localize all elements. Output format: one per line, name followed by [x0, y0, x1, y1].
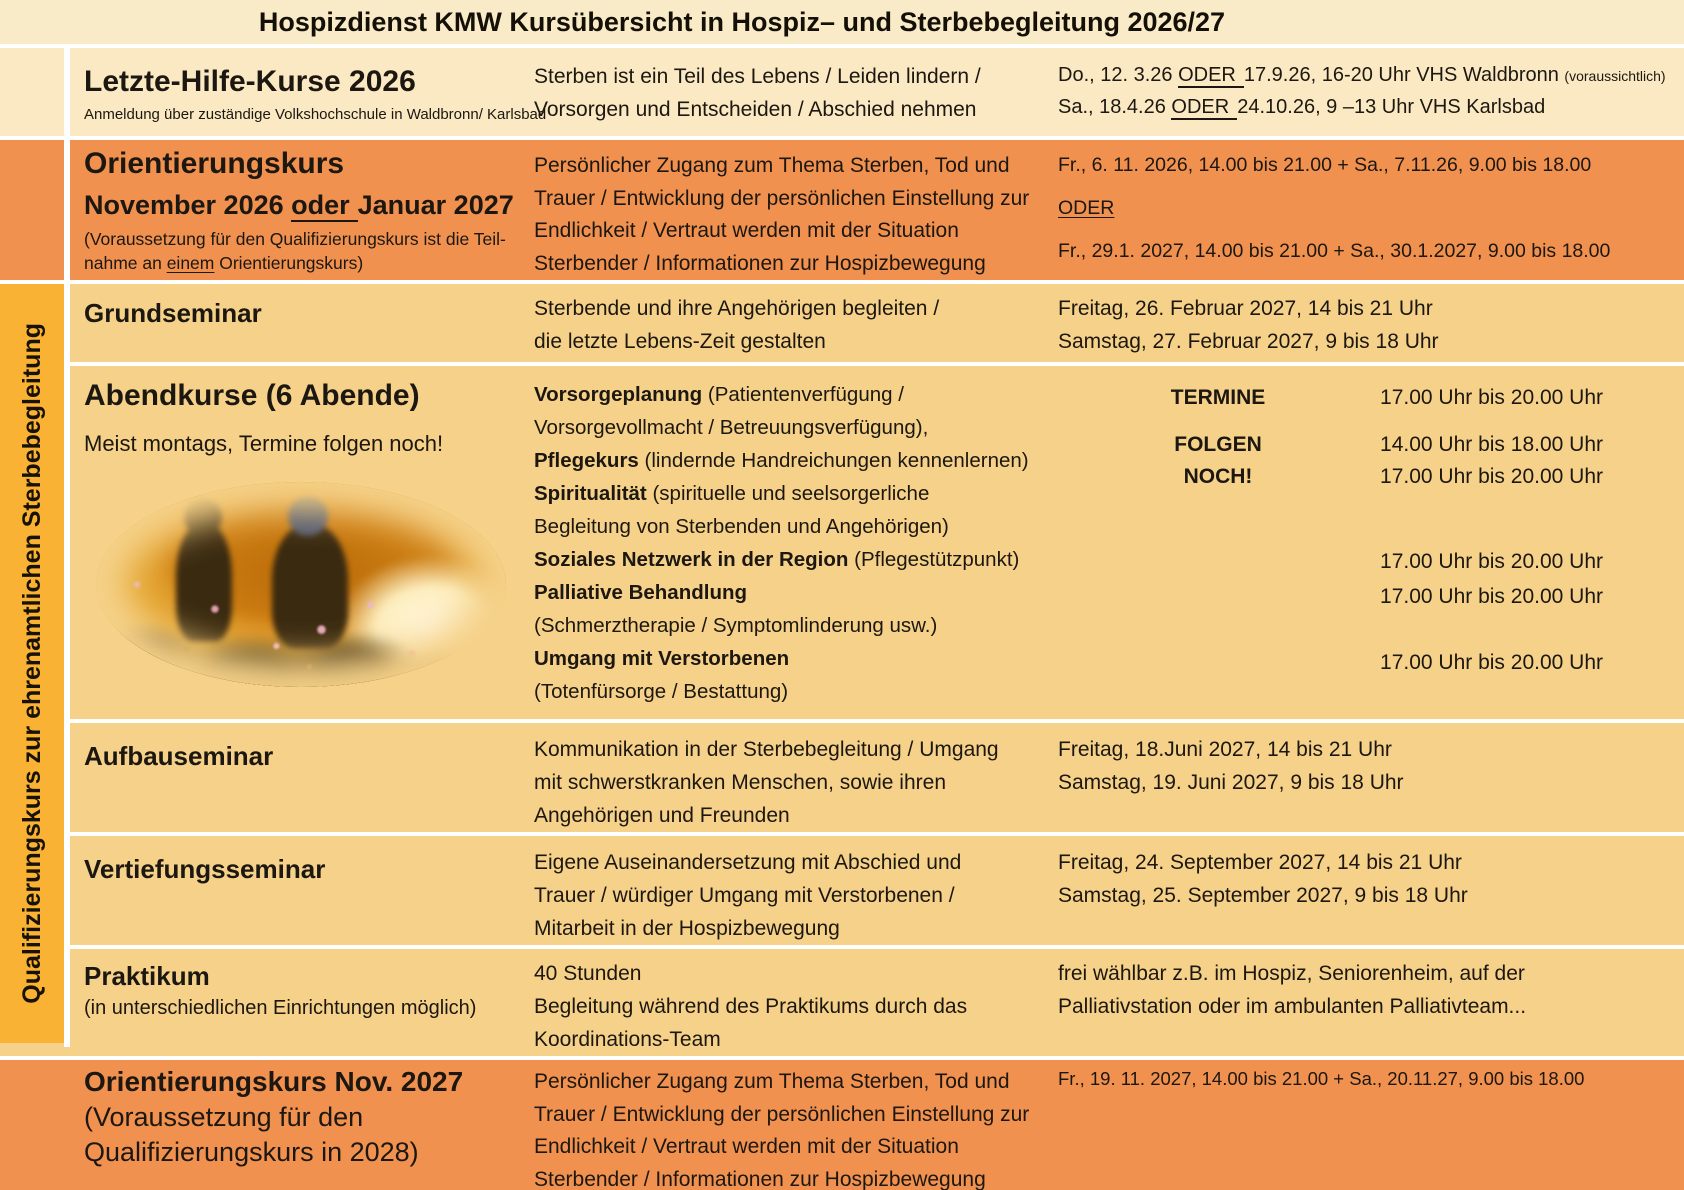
einem-underlined: einem: [166, 253, 215, 273]
abendkurs-line: Soziales Netzwerk in der Region (Pflegestützpunkt): [534, 548, 1020, 571]
termine-label: FOLGEN: [1174, 433, 1262, 456]
orientierungskurs-heading: Orientierungskurs: [84, 147, 345, 180]
grundseminar-date-line: Samstag, 27. Februar 2027, 9 bis 18 Uhr: [1058, 330, 1439, 353]
voraussichtlich-note: (voraussichtlich): [1564, 68, 1666, 84]
gutter: [0, 1060, 70, 1190]
vertiefungsseminar-date-line: Freitag, 24. September 2027, 14 bis 21 Uhr: [1058, 851, 1462, 874]
praktikum-desc-line: Koordinations-Team: [534, 1028, 721, 1051]
oder-underlined: oder: [291, 190, 358, 222]
vertiefungsseminar-desc-line: Trauer / würdiger Umgang mit Verstorbenen /: [534, 884, 955, 907]
row-orientierungskurs-2027: [0, 1060, 1684, 1190]
vertiefungsseminar-heading: Vertiefungsseminar: [84, 854, 326, 884]
grundseminar-heading: Grundseminar: [84, 298, 262, 328]
abendkurs-time-entry: FOLGEN 14.00 Uhr bis 18.00 Uhr: [1048, 432, 1603, 458]
praktikum-note: (in unterschiedlichen Einrichtungen möglich): [84, 997, 477, 1019]
abendkurs-line: Palliative Behandlung: [534, 581, 748, 604]
abendkurs-time-entry: 17.00 Uhr bis 20.00 Uhr: [1380, 651, 1603, 674]
letzte-hilfe-note: Anmeldung über zuständige Volkshochschule in Waldbronn/ Karlsbad: [84, 106, 547, 123]
row-aufbauseminar: [0, 723, 1684, 832]
letzte-hilfe-desc-line: Sterben ist ein Teil des Lebens / Leiden lindern /: [534, 65, 981, 88]
abendkurse-note: Meist montags, Termine folgen noch!: [84, 431, 444, 456]
title-bar: [0, 0, 1684, 44]
abendkurse-heading: Abendkurse (6 Abende): [84, 379, 420, 412]
sidebar-label: Qualifizierungskurs zur ehrenamtlichen Sterbebegleitung: [17, 323, 46, 1004]
row-orientierungskurs: [0, 140, 1684, 280]
abendkurs-line: Pflegekurs (lindernde Handreichungen kennenlernen): [534, 449, 1029, 472]
praktikum-desc-line: 40 Stunden: [534, 962, 642, 985]
gutter: [0, 48, 70, 136]
abendkurs-line: (Schmerztherapie / Symptomlinderung usw.): [534, 614, 938, 637]
abendkurs-line: Vorsorgeplanung (Patientenverfügung /: [534, 383, 904, 406]
oder-underlined: ODER: [1171, 96, 1237, 120]
orientierungskurs-2027-date: Fr., 19. 11. 2027, 14.00 bis 21.00 + Sa., 20.11.27, 9.00 bis 18.00: [1058, 1068, 1585, 1089]
orientierungskurs-2027-subline: Qualifizierungskurs in 2028): [84, 1137, 419, 1167]
abendkurs-time-entry: 17.00 Uhr bis 20.00 Uhr: [1380, 550, 1603, 573]
praktikum-heading: Praktikum: [84, 961, 210, 991]
aufbauseminar-date-line: Freitag, 18.Juni 2027, 14 bis 21 Uhr: [1058, 738, 1392, 761]
row-grundseminar: [0, 284, 1684, 362]
termine-label: NOCH!: [1183, 465, 1253, 488]
photo-flowers: [96, 482, 506, 687]
aufbauseminar-heading: Aufbauseminar: [84, 741, 274, 771]
abendkurs-time-entry: NOCH! 17.00 Uhr bis 20.00 Uhr: [1048, 464, 1603, 490]
row-praktikum: [0, 949, 1684, 1056]
abendkurs-line: Umgang mit Verstorbenen: [534, 647, 790, 670]
orientierungskurs-2027-desc-line: Persönlicher Zugang zum Thema Sterben, Tod und: [534, 1070, 1010, 1093]
orientierungskurs-desc-line: Sterbender / Informationen zur Hospizbewegung: [534, 251, 986, 275]
row-vertiefungsseminar: [0, 836, 1684, 945]
abendkurs-line: Spiritualität (spirituelle und seelsorgerliche: [534, 482, 930, 505]
orientierungskurs-2027-heading: Orientierungskurs Nov. 2027: [84, 1066, 464, 1097]
vertiefungsseminar-date-line: Samstag, 25. September 2027, 9 bis 18 Uhr: [1058, 884, 1468, 907]
page-title: Hospizdienst KMW Kursübersicht in Hospiz– und Sterbebegleitung 2026/27: [258, 6, 1226, 37]
orientierungskurs-2027-subline: (Voraussetzung für den: [84, 1102, 364, 1132]
abendkurs-line: Begleitung von Sterbenden und Angehörigen): [534, 515, 949, 538]
orientierungskurs-2027-desc-line: Endlichkeit / Vertraut werden mit der Situation: [534, 1135, 959, 1158]
vertiefungsseminar-desc-line: Mitarbeit in der Hospizbewegung: [534, 917, 840, 940]
grundseminar-desc-line: die letzte Lebens-Zeit gestalten: [534, 330, 826, 353]
orientierungskurs-desc-line: Endlichkeit / Vertraut werden mit der Situation: [534, 219, 959, 242]
orientierungskurs-date2: Fr., 29.1. 2027, 14.00 bis 21.00 + Sa., 30.1.2027, 9.00 bis 18.00: [1058, 240, 1611, 262]
letzte-hilfe-desc-line: Vorsorgen und Entscheiden / Abschied nehmen: [534, 98, 977, 121]
letzte-hilfe-date-line: Sa., 18.4.26 ODER 24.10.26, 9 –13 Uhr VHS Karlsbad: [1058, 96, 1546, 118]
orientierungskurs-date1: Fr., 6. 11. 2026, 14.00 bis 21.00 + Sa., 7.11.26, 9.00 bis 18.00: [1058, 154, 1592, 176]
abendkurs-line: Vorsorgevollmacht / Betreuungsverfügung),: [534, 416, 929, 439]
aufbauseminar-desc-line: Kommunikation in der Sterbebegleitung / Umgang: [534, 738, 999, 761]
abendkurs-time-entry: 17.00 Uhr bis 20.00 Uhr: [1380, 585, 1603, 608]
letzte-hilfe-heading: Letzte-Hilfe-Kurse 2026: [84, 65, 416, 98]
grundseminar-date-line: Freitag, 26. Februar 2027, 14 bis 21 Uhr: [1058, 297, 1433, 320]
termine-label: TERMINE: [1170, 386, 1266, 409]
letzte-hilfe-date-line: Do., 12. 3.26 ODER 17.9.26, 16-20 Uhr VHS Waldbronn (voraussichtlich): [1058, 64, 1666, 86]
praktikum-desc-line: Begleitung während des Praktikums durch das: [534, 995, 968, 1018]
orientierungskurs-subheading: November 2026 oder Januar 2027: [84, 190, 514, 220]
gutter: [0, 140, 70, 280]
grundseminar-desc-line: Sterbende und ihre Angehörigen begleiten /: [534, 297, 940, 320]
photo-person-silhouette: [272, 524, 348, 649]
abendkurs-line: (Totenfürsorge / Bestattung): [534, 680, 789, 703]
aufbauseminar-desc-line: Angehörigen und Freunden: [534, 804, 790, 827]
orientierungskurs-note: (Voraussetzung für den Qualifizierungskurs ist die Teil- nahme an einem Orientierungskurs): [84, 229, 506, 273]
orientierungskurs-desc-line: Persönlicher Zugang zum Thema Sterben, Tod und: [534, 154, 1010, 177]
qualifizierungskurs-sidebar: [0, 284, 64, 1043]
oder-underlined: ODER: [1178, 64, 1244, 88]
oder-underlined: ODER: [1058, 197, 1115, 219]
aufbauseminar-date-line: Samstag, 19. Juni 2027, 9 bis 18 Uhr: [1058, 771, 1404, 794]
vertical-divider: [64, 48, 70, 1047]
praktikum-date-line: frei wählbar z.B. im Hospiz, Seniorenheim, auf der: [1058, 962, 1525, 985]
vertiefungsseminar-desc-line: Eigene Auseinandersetzung mit Abschied und: [534, 851, 962, 874]
orientierungskurs-2027-desc-line: Sterbender / Informationen zur Hospizbewegung: [534, 1167, 986, 1190]
orientierungskurs-desc-line: Trauer / Entwicklung der persönlichen Einstellung zur: [534, 186, 1030, 210]
orientierungskurs-2027-desc-line: Trauer / Entwicklung der persönlichen Einstellung zur: [534, 1102, 1030, 1126]
row-abendkurse: [0, 366, 1684, 719]
photo-person-silhouette: [176, 522, 232, 642]
abendkurs-time-entry: TERMINE 17.00 Uhr bis 20.00 Uhr: [1048, 385, 1603, 411]
sunset-meadow-photo: [96, 482, 506, 687]
praktikum-date-line: Palliativstation oder im ambulanten Palliativteam...: [1058, 995, 1527, 1018]
row-letzte-hilfe-kurse: [0, 48, 1684, 136]
photo-sky: [162, 503, 457, 622]
aufbauseminar-desc-line: mit schwerstkranken Menschen, sowie ihren: [534, 771, 947, 794]
